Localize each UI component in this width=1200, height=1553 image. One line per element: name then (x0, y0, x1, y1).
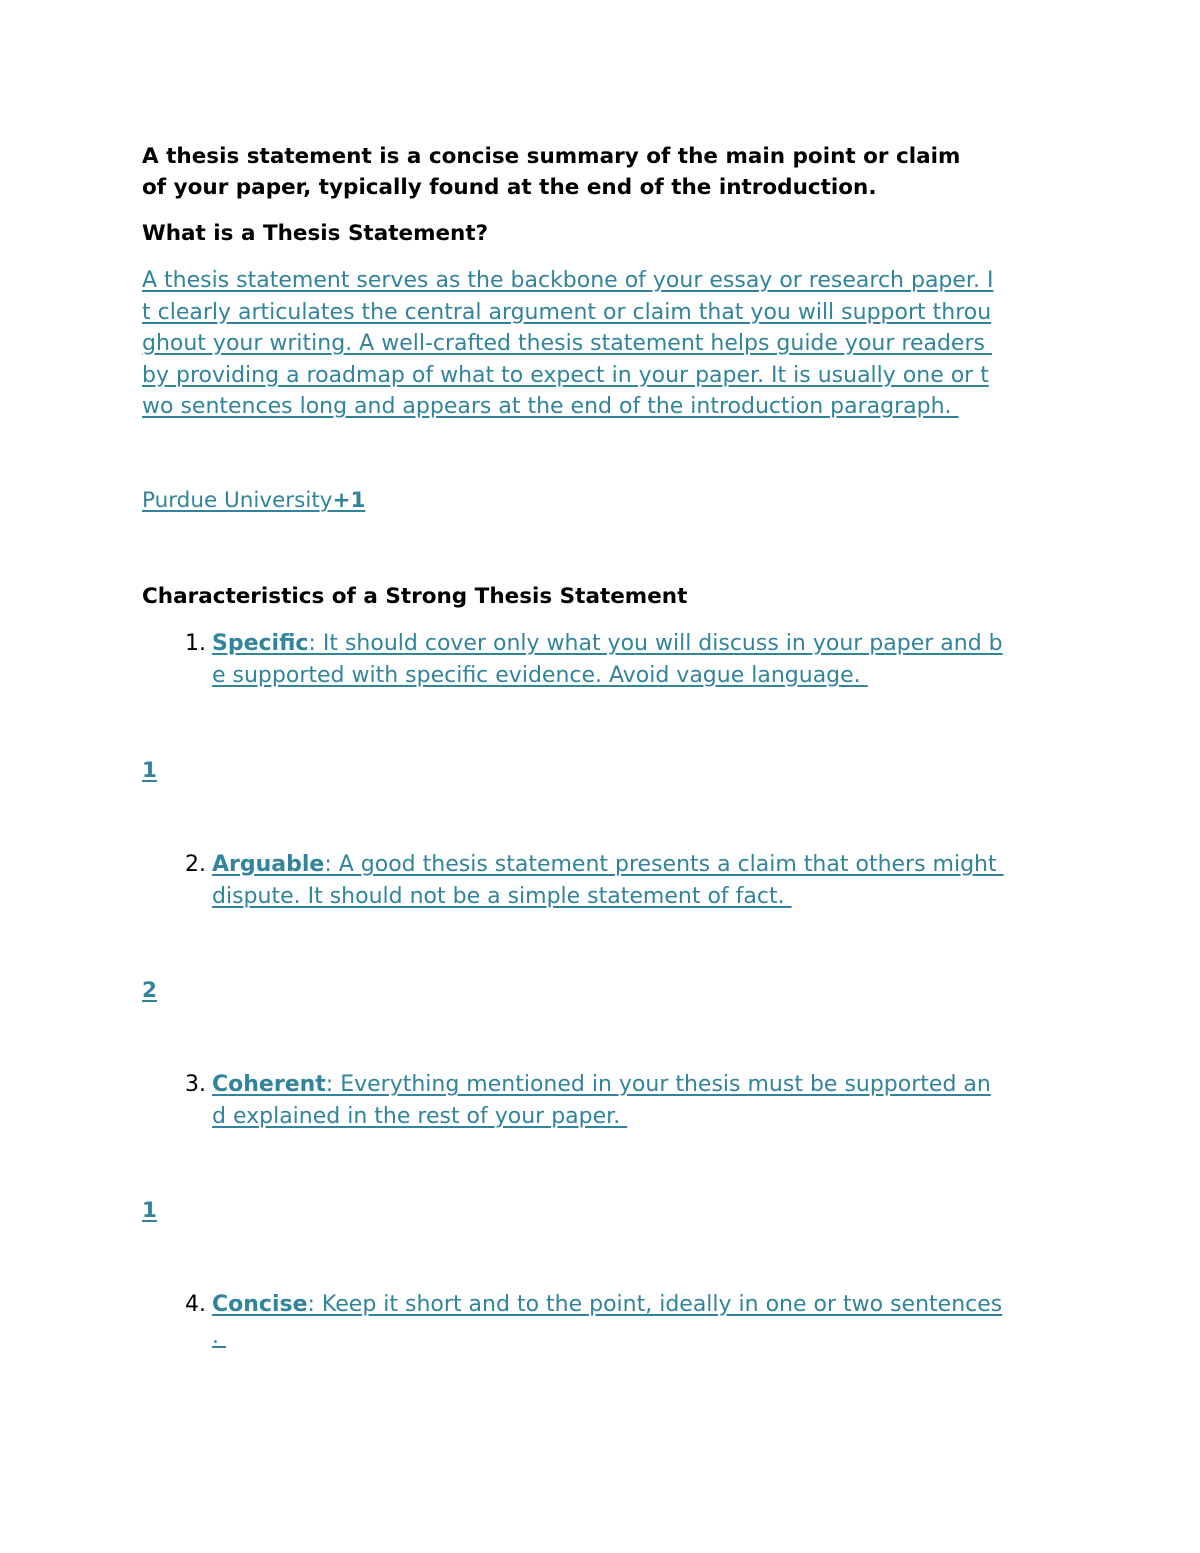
paragraph-line: by providing a roadmap of what to expect in your paper. It is usually one or t (142, 362, 989, 388)
paragraph-line: ghout your writing. A well-crafted thesis statement helps guide your readers (142, 331, 992, 356)
reference-link[interactable]: 1 (142, 758, 157, 783)
term-label: Coherent (212, 1072, 326, 1097)
source-link[interactable] (142, 486, 365, 516)
item-text: : Everything mentioned in your thesis must be supported an (325, 1072, 991, 1097)
term-label: Specific (212, 631, 309, 656)
item-text: : It should cover only what you will discuss in your paper and b (308, 631, 1003, 656)
list-item-link[interactable] (212, 849, 1092, 912)
intro-line: A thesis statement is a concise summary of the main point or claim (142, 144, 961, 169)
list-number: 1. (185, 631, 206, 656)
intro-paragraph (142, 141, 1072, 203)
reference-link[interactable]: 2 (142, 978, 157, 1003)
item-text: e supported with specific evidence. Avoid vague language. (212, 662, 868, 688)
list-number: 4. (185, 1292, 206, 1317)
term-label: Concise (212, 1292, 308, 1317)
section-heading-what-is: What is a Thesis Statement? (142, 221, 489, 246)
paragraph-line: wo sentences long and appears at the end of the introduction paragraph. (142, 394, 959, 419)
paragraph-line: t clearly articulates the central argument or claim that you will support throu (142, 299, 992, 325)
item-text: dispute. It should not be a simple statement of fact. (212, 883, 792, 909)
item-text: d explained in the rest of your paper. (212, 1103, 628, 1129)
item-text: : A good thesis statement presents a claim that others might (324, 852, 1004, 877)
list-item-link[interactable] (212, 1069, 1092, 1132)
source-extra-count: +1 (332, 488, 366, 513)
list-item-link[interactable] (212, 1289, 1092, 1352)
paragraph-line: A thesis statement serves as the backbone of your essay or research paper. I (142, 268, 994, 293)
reference-link[interactable]: 1 (142, 1198, 157, 1223)
item-text: . (212, 1323, 226, 1349)
term-label: Arguable (212, 852, 325, 877)
section-heading-characteristics: Characteristics of a Strong Thesis Statement (142, 584, 688, 609)
list-number: 2. (185, 852, 206, 877)
list-number: 3. (185, 1072, 206, 1097)
intro-line: of your paper, typically found at the end of the introduction. (142, 175, 877, 200)
item-text: : Keep it short and to the point, ideally in one or two sentences (307, 1292, 1003, 1317)
list-item-link[interactable] (212, 628, 1092, 691)
definition-paragraph-link[interactable] (142, 265, 1082, 423)
source-name: Purdue University (142, 488, 333, 513)
